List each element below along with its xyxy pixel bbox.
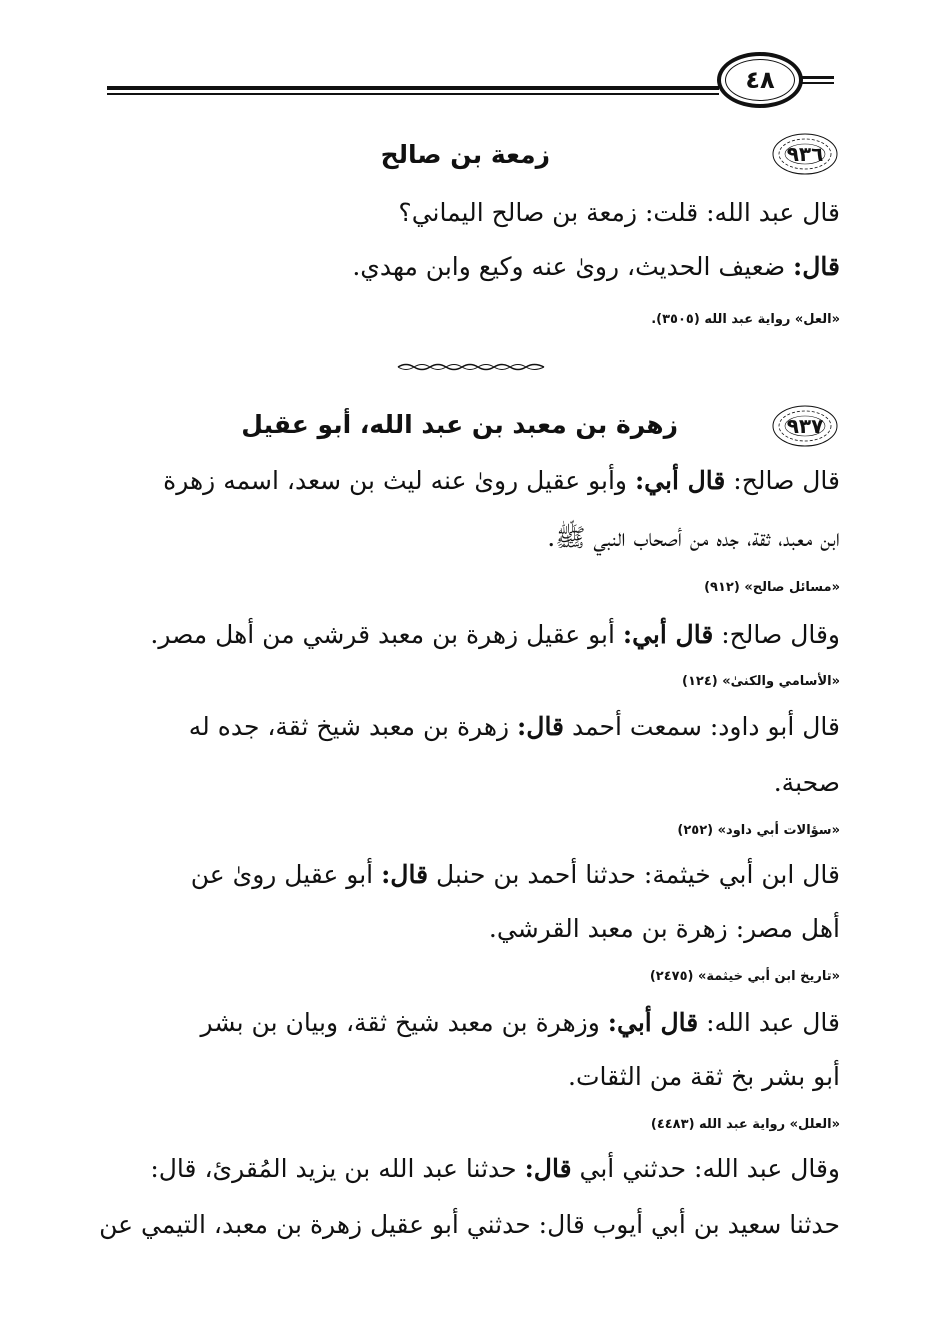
text-span: أبو عقيل روىٰ عن [190, 860, 374, 889]
text-span: زهرة بن معبد شيخ ثقة، جده له [188, 712, 510, 741]
entry-title: زهرة بن معبد بن عبد الله، أبو عقيل [241, 410, 678, 439]
said-label: قال أبي: [607, 1008, 699, 1037]
header-rule-right [800, 76, 834, 79]
said-label: قال أبي: [622, 620, 714, 649]
text-line: قال عبد الله: قلت: زمعة بن صالح اليماني؟ [398, 198, 840, 227]
text-line: أبو بشر بخ ثقة من الثقات. [568, 1062, 840, 1091]
source-citation: «مسائل صالح» (٩١٢) [704, 580, 840, 595]
entry-number: ٩٣٦ [786, 142, 824, 166]
text-span: أبو عقيل زهرة بن معبد قرشي من أهل مصر. [150, 620, 615, 649]
text-line [150, 1154, 840, 1183]
source-citation: «العلل» رواية عبد الله (٤٤٨٣) [650, 1117, 840, 1132]
entry-title: زمعة بن صالح [380, 140, 550, 169]
text-line: صحبة. [773, 768, 840, 797]
said-label: قال: [524, 1154, 572, 1183]
text-span: وزهرة بن معبد شيخ ثقة، وبيان بن بشر [200, 1008, 600, 1037]
text-line [201, 1008, 840, 1037]
source-citation: «سؤالات أبي داود» (٢٥٢) [677, 823, 840, 838]
text-span: قال صالح: [733, 466, 840, 495]
said-label: قال: [793, 252, 840, 281]
text-line: حدثنا سعيد بن أبي أيوب قال: حدثني أبو عقيل زهرة بن معبد، التيمي عن [99, 1210, 840, 1239]
text-line: أهل مصر: زهرة بن معبد القرشي. [488, 914, 840, 943]
text-span: قال أبو داود: سمعت أحمد [571, 712, 840, 741]
text-span: ضعيف الحديث، روىٰ عنه وكيع وابن مهدي. [352, 252, 786, 281]
text-span: حدثنا عبد الله بن يزيد المُقرئ، قال: [150, 1154, 517, 1183]
header-rule-thick [107, 86, 719, 90]
page-number-text: ٤٨ [745, 66, 775, 94]
header-rule-thin [107, 93, 719, 95]
entry-number-badge [770, 404, 840, 448]
said-label: قال أبي: [634, 466, 726, 495]
source-citation: «الأسامي والكنىٰ» (١٢٤) [682, 674, 840, 689]
text-line [150, 620, 840, 649]
said-label: قال: [381, 860, 429, 889]
source-citation: «العل» رواية عبد الله (٣٥٠٥). [651, 312, 840, 327]
text-line [189, 712, 840, 741]
text-line [163, 466, 840, 495]
header-rule-right-thin [800, 82, 834, 84]
text-line [352, 252, 840, 281]
text-line [191, 860, 840, 889]
source-citation: «تاريخ ابن أبي خيثمة» (٢٤٧٥) [649, 969, 840, 984]
page-number-inner-ring [725, 59, 795, 101]
text-line: ابن معبد، ثقة، جده من أصحاب النبي ﷺ. [547, 523, 840, 552]
section-divider-icon [396, 362, 546, 372]
text-span: وقال عبد الله: حدثني أبي [579, 1154, 840, 1183]
entry-number-badge [770, 132, 840, 176]
text-span: وقال صالح: [721, 620, 840, 649]
said-label: قال: [517, 712, 565, 741]
text-span: وأبو عقيل روىٰ عنه ليث بن سعد، اسمه زهرة [163, 466, 627, 495]
text-span: قال عبد الله: [706, 1008, 840, 1037]
text-span: قال ابن أبي خيثمة: حدثنا أحمد بن حنبل [436, 860, 840, 889]
entry-number: ٩٣٧ [786, 414, 824, 438]
